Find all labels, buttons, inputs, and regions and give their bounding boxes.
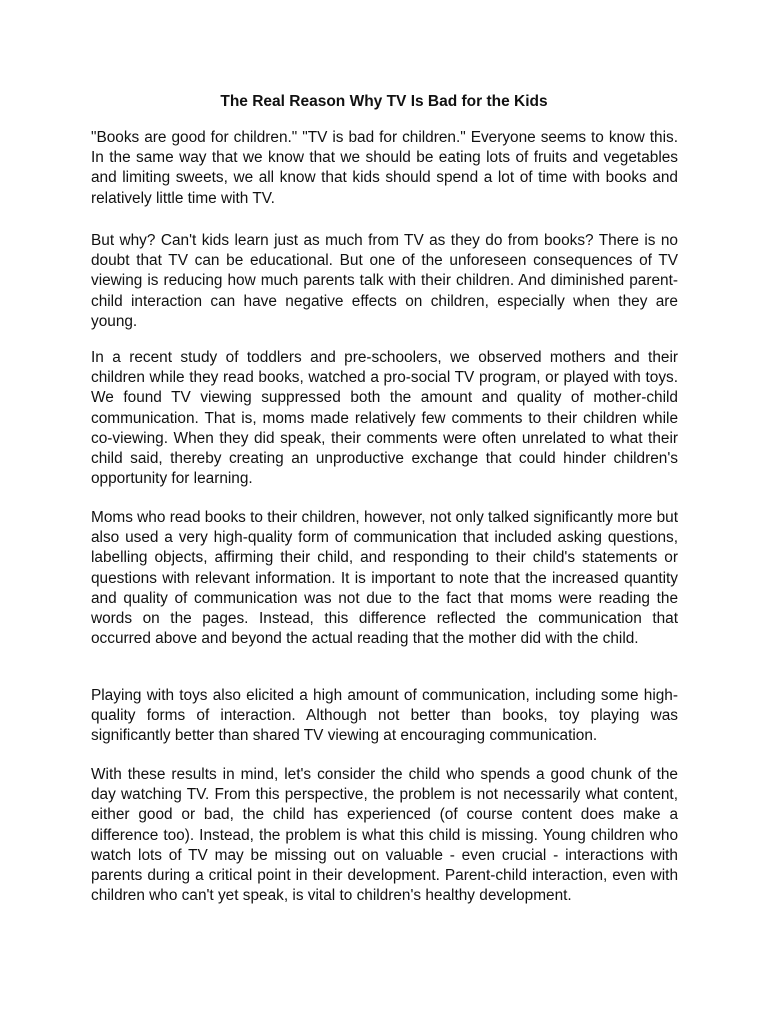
- document-title: The Real Reason Why TV Is Bad for the Kids: [220, 93, 548, 110]
- paragraph-conclusion: With these results in mind, let's consider the child who spends a good chunk of the day watching TV. From this perspective, the problem is not necessarily what content, either good or bad, the child has experienced (of course content does make a difference too). Instead, the problem is what this child is missing. Young children who watch lots of TV may be missing out on valuable - even crucial - interactions with parents during a critical point in their development. Parent-child interaction, even with children who can't yet speak, is vital to children's healthy development.: [91, 766, 678, 905]
- paragraph-study-findings: In a recent study of toddlers and pre-schoolers, we observed mothers and their children while they read books, watched a pro-social TV program, or played with toys. We found TV viewing suppressed both the amount and quality of mother-child communication. That is, moms made relatively few comments to their children while co-viewing. When they did speak, their comments were often unrelated to what their child said, thereby creating an unproductive exchange that could hinder children's opportunity for learning.: [91, 349, 678, 488]
- paragraph-toy-play: Playing with toys also elicited a high amount of communication, including some high-quality forms of interaction. Although not better than books, toy playing was significantly better than shared TV viewing at encouraging communication.: [91, 687, 678, 745]
- paragraph-books-vs-tv: "Books are good for children." "TV is bad for children." Everyone seems to know this. In the same way that we know that we should be eating lots of fruits and vegetables and limiting sweets, we all know that kids should spend a lot of time with books and relatively little time with TV.: [91, 129, 678, 207]
- paragraph-why-question: But why? Can't kids learn just as much from TV as they do from books? There is no doubt that TV can be educational. But one of the unforeseen consequences of TV viewing is reducing how much parents talk with their children. And diminished parent-child interaction can have negative effects on children, especially when they are young.: [91, 232, 678, 330]
- paragraph-reading-communication: Moms who read books to their children, however, not only talked significantly more but also used a very high-quality form of communication that included asking questions, labelling objects, affirming their child, and responding to their child's statements or questions with relevant information. It is important to note that the increased quantity and quality of communication was not due to the fact that moms were reading the words on the pages. Instead, this difference reflected the communication that occurred above and beyond the actual reading that the mother did with the child.: [91, 509, 678, 648]
